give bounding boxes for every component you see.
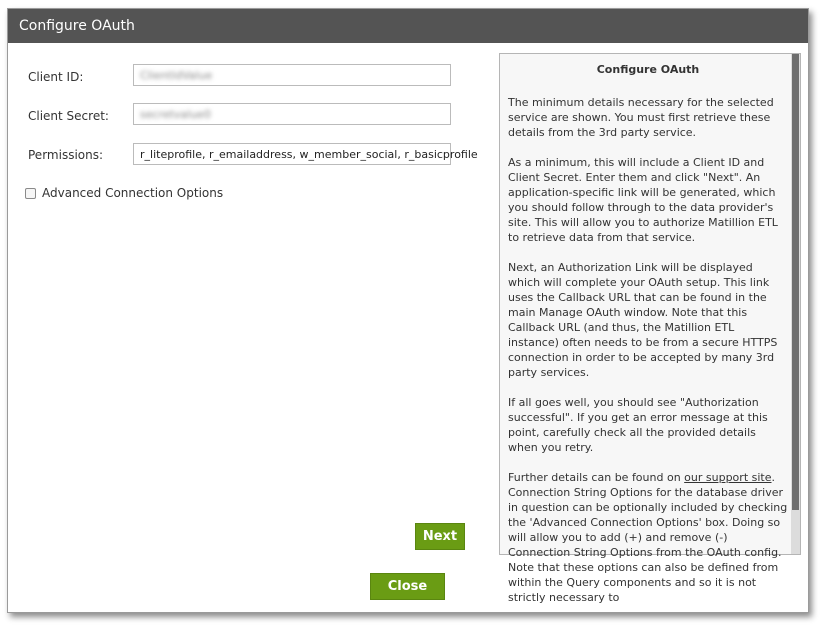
dialog-title: Configure OAuth (8, 9, 808, 43)
client-id-value: ClientIdValue (140, 69, 213, 82)
help-scrollbar[interactable] (791, 54, 800, 554)
help-title: Configure OAuth (596, 63, 700, 76)
help-panel (499, 53, 801, 604)
permissions-value: r_liteprofile, r_emailaddress, w_member_social, r_basicprofile (140, 148, 478, 161)
help-paragraph-4: If all goes well, you should see "Authorization successful". If you get an error message at this point, carefully check all the provided details when you retry. (508, 396, 768, 454)
help-paragraph-5-prefix: Further details can be found on (508, 471, 685, 484)
support-site-link[interactable]: our support site (684, 471, 772, 484)
help-paragraph-5 (508, 470, 788, 605)
client-secret-label: Client Secret: (28, 109, 109, 123)
advanced-connection-options-label: Advanced Connection Options (42, 186, 224, 200)
close-button[interactable]: Close (370, 573, 445, 600)
permissions-label: Permissions: (28, 148, 104, 162)
permissions-input[interactable] (133, 143, 478, 165)
next-button[interactable]: Next (415, 523, 465, 550)
help-paragraph-5-suffix: . Connection String Options for the database driver in question can be optionally included by checking the 'Advanced Connection Options' box. Doing so will allow you to add (+) and remove (-) Connection String Options from the OAuth config. Note that these options can also be defined from within the Query components and so it is not strictly necessary to (508, 471, 788, 604)
client-secret-value: secretvalue0 (140, 108, 211, 121)
help-scrollbar-thumb[interactable] (792, 54, 799, 510)
configure-oauth-dialog (7, 8, 809, 613)
client-id-label: Client ID: (28, 70, 84, 84)
help-paragraph-2: As a minimum, this will include a Client ID and Client Secret. Enter them and click "Next". An application-specific link will be generated, which you should follow through to the data provider's site. This will allow you to authorize Matillion ETL to retrieve data from that service. (508, 156, 778, 244)
client-secret-input[interactable] (133, 103, 451, 125)
advanced-connection-options-checkbox[interactable] (25, 188, 36, 199)
advanced-connection-options-row (25, 186, 223, 200)
client-id-input[interactable] (133, 64, 451, 86)
help-paragraph-1: The minimum details necessary for the selected service are shown. You must first retrieve these details from the 3rd party service. (508, 96, 774, 139)
help-paragraph-3: Next, an Authorization Link will be displayed which will complete your OAuth setup. This link uses the Callback URL that can be found in the main Manage OAuth window. Note that this Callback URL (and thus, the Matillion ETL instance) often needs to be from a secure HTTPS connection in order to be accepted by many 3rd party services. (508, 261, 778, 379)
help-content (508, 62, 788, 620)
